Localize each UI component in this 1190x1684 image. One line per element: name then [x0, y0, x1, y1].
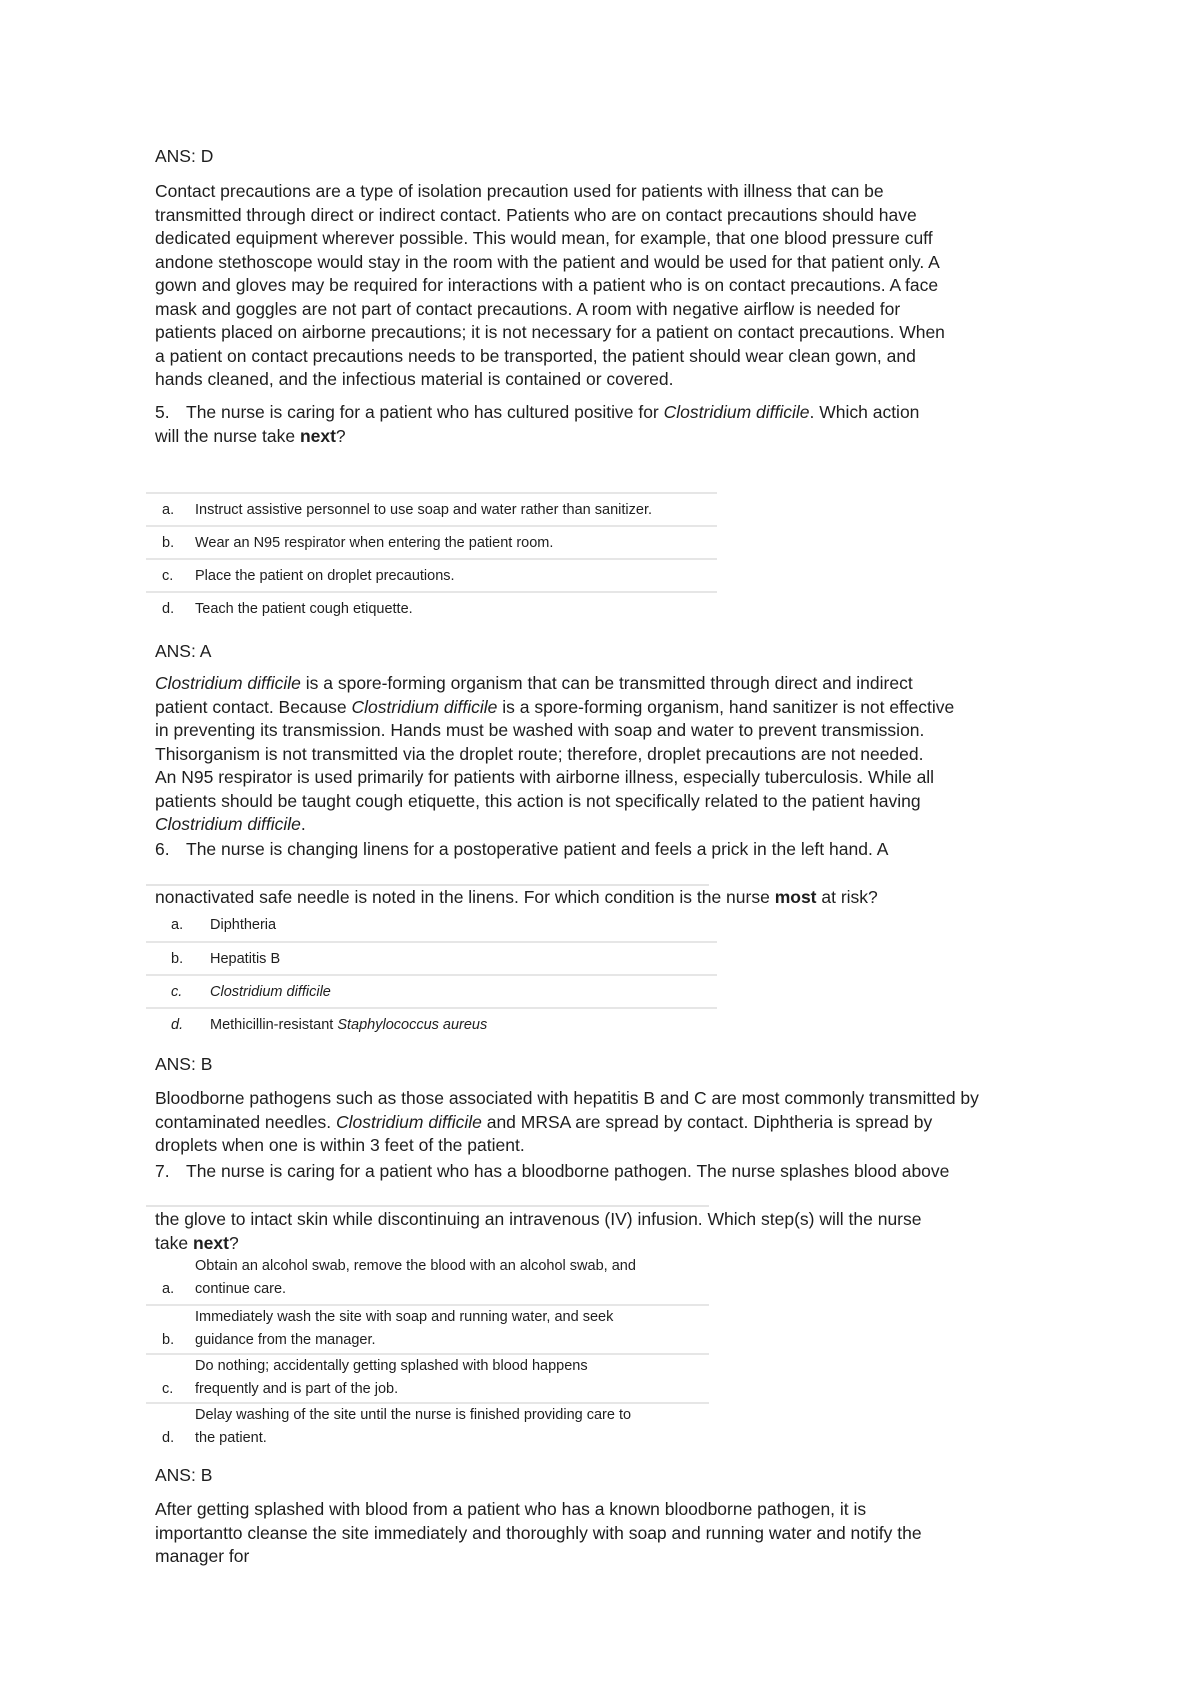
- option-letter: c.: [171, 983, 183, 1000]
- answer-options: [146, 908, 717, 1040]
- text-run: An N95 respirator is used primarily for patients with airborne illness, especially tuberculosis. While all: [155, 767, 935, 787]
- rationale-paragraph: [155, 1087, 979, 1158]
- text-run: contaminated needles.: [155, 1111, 336, 1132]
- text-line: [155, 1160, 949, 1184]
- text-run: mask and goggles are not part of contact precautions. A room with negative airflow is needed for: [155, 298, 901, 319]
- italic-text: Clostridium difficile: [155, 673, 301, 693]
- option-row-a: [146, 1255, 709, 1304]
- option-letter: b.: [162, 534, 175, 551]
- text-run: ?: [228, 1232, 239, 1253]
- bold-text: next: [299, 425, 336, 446]
- option-row-d: [146, 1007, 717, 1040]
- option-text: [195, 1404, 631, 1449]
- text-line: [155, 886, 878, 910]
- text-line: [155, 345, 945, 369]
- text-line: [210, 1015, 487, 1035]
- option-text: [195, 1255, 636, 1300]
- text-line: [155, 425, 919, 449]
- text-line: [155, 1208, 922, 1232]
- text-line: [155, 401, 919, 425]
- option-row-c: [146, 974, 717, 1007]
- question-stem: [155, 1160, 949, 1184]
- text-line: [155, 321, 945, 345]
- option-row-a: [146, 492, 717, 525]
- option-text: [195, 1355, 588, 1400]
- text-run: is a spore-forming organism, hand sanitizer is not effective: [497, 696, 955, 717]
- option-text: [210, 982, 331, 1002]
- question-stem: [155, 401, 919, 448]
- text-line: [155, 743, 954, 767]
- text-line: [210, 949, 280, 969]
- italic-text: Clostridium difficile: [335, 1111, 482, 1132]
- option-content: [162, 1404, 631, 1449]
- text-run: Instruct assistive personnel to use soap and water rather than sanitizer.: [195, 501, 652, 518]
- option-row-d: [146, 591, 717, 624]
- text-run: Obtain an alcohol swab, remove the blood with an alcohol swab, and: [195, 1258, 636, 1274]
- divider: [146, 1205, 709, 1207]
- answer-options: [146, 492, 717, 624]
- question-number: 7.: [155, 1161, 170, 1181]
- text-line: [195, 1427, 631, 1450]
- text-line: [155, 180, 945, 204]
- option-letter: a.: [162, 1280, 175, 1297]
- option-text: [210, 915, 276, 935]
- text-run: Contact precautions are a type of isolation precaution used for patients with illness that can be: [155, 181, 884, 201]
- text-line: [155, 790, 954, 814]
- text-line: [155, 1232, 922, 1256]
- text-line: [155, 298, 945, 322]
- text-line: [195, 1329, 613, 1352]
- text-run: nonactivated safe needle is noted in the linens. For which condition is the nurse: [155, 887, 775, 907]
- text-line: [155, 1545, 922, 1569]
- text-run: continue care.: [195, 1280, 287, 1297]
- text-run: .: [300, 814, 306, 834]
- text-run: is a spore-forming organism that can be transmitted through direct and indirect: [300, 673, 913, 693]
- option-text: [195, 1306, 613, 1351]
- text-line: [155, 766, 954, 790]
- option-letter: a.: [162, 501, 175, 518]
- option-row-b: [146, 1304, 709, 1353]
- text-run: Diphtheria: [210, 916, 277, 933]
- text-run: will the nurse take: [155, 425, 300, 446]
- italic-text: Clostridium difficile: [351, 696, 498, 717]
- text-line: [195, 599, 413, 619]
- italic-text: Staphylococcus aureus: [337, 1016, 488, 1033]
- text-run: patients should be taught cough etiquette, this action is not specifically related to the patient having: [155, 790, 921, 811]
- text-run: Teach the patient cough etiquette.: [195, 600, 413, 617]
- question-text: [155, 1160, 949, 1184]
- option-row-c: [146, 558, 717, 591]
- text-line: [155, 838, 888, 862]
- question-stem: [155, 838, 888, 862]
- text-run: Wear an N95 respirator when entering the patient room.: [195, 534, 554, 551]
- text-line: [155, 672, 954, 696]
- text-run: take: [155, 1232, 193, 1253]
- option-text: [195, 500, 652, 520]
- text-run: The nurse is changing linens for a postoperative patient and feels a prick in the left hand. A: [186, 839, 889, 859]
- text-line: [155, 1111, 979, 1135]
- option-letter: b.: [171, 950, 184, 967]
- option-text: [210, 949, 280, 969]
- bold-text: next: [192, 1232, 229, 1253]
- text-line: [195, 500, 652, 520]
- option-text: [195, 533, 553, 553]
- option-row-b: [146, 525, 717, 558]
- rationale-paragraph: [155, 1498, 922, 1569]
- text-line: [155, 719, 954, 743]
- text-line: [155, 1134, 979, 1158]
- text-run: transmitted through direct or indirect contact. Patients who are on contact precautions should have: [155, 204, 917, 225]
- text-run: . Which action: [809, 402, 920, 422]
- text-run: manager for: [155, 1546, 250, 1566]
- option-row-d: [146, 1402, 709, 1451]
- option-content: [162, 1255, 636, 1300]
- option-letter: d.: [162, 1429, 175, 1446]
- text-run: ?: [335, 425, 346, 446]
- option-letter: a.: [171, 916, 184, 933]
- option-row-b: [146, 941, 717, 974]
- text-run: The nurse is caring for a patient who has cultured positive for: [186, 402, 664, 422]
- italic-text: Clostridium difficile: [210, 983, 331, 1000]
- option-content: [162, 1355, 588, 1400]
- option-letter: c.: [162, 567, 174, 584]
- option-text: [195, 566, 455, 586]
- answer-options: [146, 1255, 709, 1451]
- text-run: importantto cleanse the site immediately and thoroughly with soap and running water and notify the: [155, 1522, 922, 1543]
- text-run: at risk?: [816, 887, 878, 907]
- text-run: Thisorganism is not transmitted via the droplet route; therefore, droplet precautions are not needed.: [155, 743, 924, 764]
- text-line: [195, 533, 553, 553]
- option-row-c: [146, 1353, 709, 1402]
- text-run: patients placed on airborne precautions; it is not necessary for a patient on contact precautions. When: [155, 322, 945, 342]
- text-line: [195, 1404, 631, 1427]
- text-line: [155, 1498, 922, 1522]
- option-row-a: [146, 908, 717, 941]
- question-text-continued: [155, 1208, 922, 1255]
- text-run: a patient on contact precautions needs to be transported, the patient should wear clean gown, and: [155, 345, 916, 366]
- answer-label: ANS: D: [155, 146, 214, 166]
- text-line: [155, 813, 954, 837]
- text-run: Delay washing of the site until the nurse is finished providing care to: [195, 1407, 632, 1423]
- question-number: 6.: [155, 839, 170, 859]
- text-run: dedicated equipment wherever possible. This would mean, for example, that one blood pressure cuff: [155, 228, 933, 248]
- question-text-continued: [155, 886, 878, 910]
- text-run: and MRSA are spread by contact. Diphtheria is spread by: [481, 1111, 933, 1132]
- option-letter: b.: [162, 1331, 175, 1348]
- text-line: [155, 368, 945, 392]
- text-run: After getting splashed with blood from a patient who has a known bloodborne pathogen, it is: [155, 1499, 867, 1519]
- answer-label: ANS: B: [155, 1465, 213, 1485]
- text-line: [155, 251, 945, 275]
- text-line: [155, 274, 945, 298]
- text-line: [195, 1378, 588, 1401]
- text-run: frequently and is part of the job.: [195, 1380, 399, 1397]
- option-text: [210, 1015, 487, 1035]
- text-run: Place the patient on droplet precautions.: [195, 567, 455, 584]
- question-text: [155, 838, 888, 862]
- text-line: [155, 1087, 979, 1111]
- text-run: the glove to intact skin while discontinuing an intravenous (IV) infusion. Which step(s) will the nurse: [155, 1209, 922, 1229]
- option-letter: d.: [162, 600, 175, 617]
- question-text: [155, 401, 919, 448]
- italic-text: Clostridium difficile: [155, 814, 301, 834]
- text-run: the patient.: [195, 1429, 267, 1446]
- text-line: [210, 982, 331, 1002]
- rationale-paragraph: [155, 672, 954, 837]
- text-run: patient contact. Because: [155, 696, 352, 717]
- text-run: The nurse is caring for a patient who has a bloodborne pathogen. The nurse splashes blood above: [186, 1161, 950, 1181]
- bold-text: most: [774, 887, 817, 907]
- option-letter: c.: [162, 1380, 174, 1397]
- text-run: gown and gloves may be required for interactions with a patient who is on contact precautions. A face: [155, 275, 939, 295]
- rationale-paragraph: [155, 180, 945, 392]
- text-run: andone stethoscope would stay in the room with the patient and would be used for that patient only. A: [155, 251, 940, 272]
- answer-label: ANS: A: [155, 641, 212, 661]
- text-run: droplets when one is within 3 feet of the patient.: [155, 1135, 525, 1155]
- option-text: [195, 599, 413, 619]
- text-line: [155, 227, 945, 251]
- text-line: [195, 1255, 636, 1278]
- option-content: [162, 1306, 613, 1351]
- text-run: hands cleaned, and the infectious material is contained or covered.: [155, 369, 674, 389]
- option-letter: d.: [171, 1016, 184, 1033]
- text-line: [195, 1306, 613, 1329]
- text-line: [195, 1278, 636, 1301]
- text-run: Immediately wash the site with soap and running water, and seek: [195, 1309, 614, 1325]
- text-line: [155, 1522, 922, 1546]
- text-run: Hepatitis B: [210, 950, 281, 967]
- text-line: [195, 1355, 588, 1378]
- text-run: Methicillin-resistant: [210, 1016, 338, 1033]
- text-run: Bloodborne pathogens such as those associated with hepatitis B and C are most commonly transmitted by: [155, 1088, 979, 1108]
- question-number: 5.: [155, 402, 170, 422]
- italic-text: Clostridium difficile: [663, 402, 810, 422]
- text-line: [155, 204, 945, 228]
- answer-label: ANS: B: [155, 1054, 213, 1074]
- text-run: Do nothing; accidentally getting splashed with blood happens: [195, 1358, 588, 1374]
- text-line: [155, 696, 954, 720]
- text-line: [195, 566, 455, 586]
- text-line: [210, 915, 276, 935]
- text-run: guidance from the manager.: [195, 1331, 376, 1348]
- text-run: in preventing its transmission. Hands must be washed with soap and water to prevent transmission.: [155, 720, 925, 740]
